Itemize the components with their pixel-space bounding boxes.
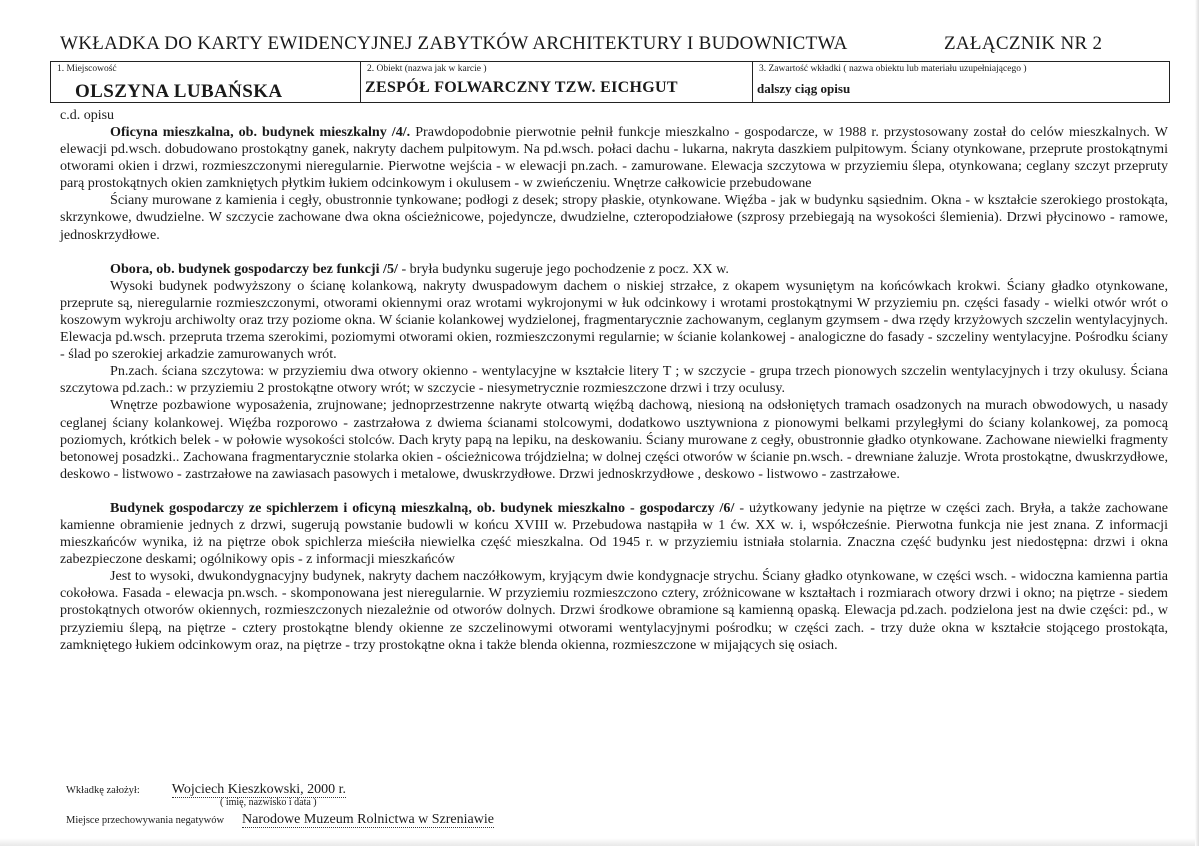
scan-bottom-edge: [0, 838, 1199, 846]
continuation-note: c.d. opisu: [60, 108, 115, 123]
description-paragraph: [60, 278, 1168, 363]
object-value: ZESPÓŁ FOLWARCZNY TZW. EICHGUT: [365, 79, 678, 96]
paragraph-text: Prawdopodobnie pierwotnie pełnił funkcje mieszkalno - gospodarcze, w 1988 r. przystosowany został do celów mieszkalnych. W elewacji pd.wsch. dobudowano prostokątny ganek, nakryty dachem pulpitowym. Na pd.wsch. połaci dachu - lukarna, nakryta daszkiem pulpitowym. Ściany otynkowane, przeprute prostokątnymi otworami okien i drzwi, rozmieszczonymi nieregularnie. Pierwotne wejścia - w elewacji pn.zach. - zamurowane. Elewacja szczytowa w przyziemiu ślepa, otynkowana; ceglany szczyt przepruty parą prostokątnych okien zamkniętych płytkim łukiem odcinkowym i okulusem - w zwieńczeniu. Wnętrze całkowicie przebudowane: [60, 124, 1168, 192]
author-value: Wojciech Kieszkowski, 2000 r.: [171, 782, 346, 797]
locality-cell: [51, 62, 361, 102]
locality-label: 1. Miejscowość: [57, 64, 117, 74]
description-paragraph: [60, 500, 1168, 568]
negatives-row: [66, 810, 494, 828]
description-paragraph: [60, 192, 1168, 243]
negatives-value: Narodowe Muzeum Rolnictwa w Szreniawie: [242, 812, 494, 827]
negatives-label: Miejsce przechowywania negatywów: [66, 815, 225, 826]
document-title: WKŁADKA DO KARTY EWIDENCYJNEJ ZABYTKÓW ARCHITEKTURY I BUDOWNICTWA: [60, 33, 848, 54]
paragraph-text: Pn.zach. ściana szczytowa: w przyziemiu dwa otwory okienno - wentylacyjne w kształcie litery T ; w szczycie - grupa trzech pionowych szczelin wentylacyjnych i trzy okulusy. Ściana szczytowa pd.zach.: w przyziemiu 2 prostokątne otwory wrót; w szczycie - niesymetrycznie rozmieszczone drzwi i trzy oculusy.: [60, 363, 1168, 397]
paragraph-text: - bryła budynku sugeruje jego pochodzenie z pocz. XX w.: [397, 260, 729, 277]
paragraph-heading: Obora, ob. budynek gospodarczy bez funkcji /5/: [110, 260, 398, 277]
annex-number: ZAŁĄCZNIK NR 2: [944, 33, 1103, 54]
object-label: 2. Obiekt (nazwa jak w karcie ): [367, 64, 487, 74]
description-paragraph: [60, 397, 1168, 482]
header-fields-table: [50, 61, 1170, 103]
author-hint: ( imię, nazwisko i data ): [220, 797, 317, 808]
locality-value: OLSZYNA LUBAŃSKA: [75, 81, 283, 102]
description-paragraph: [60, 261, 1168, 278]
paragraph-heading: Budynek gospodarczy ze spichlerzem i oficyną mieszkalną, ob. budynek mieszkalno - gospodarczy /6/: [110, 499, 735, 516]
description-body: [60, 124, 1168, 654]
paragraph-text: Ściany murowane z kamienia i cegły, obustronnie tynkowane; podłogi z desek; stropy płaskie, otynkowane. Więźba - jak w budynku sąsiednim. Okna - w kształcie szerokiego prostokąta, skrzynkowe, dwudzielne. W szczycie zachowane dwa okna ościeżnicowe, pojedyncze, dwudzielne, czteropodziałowe (szprosy przebiegają na wysokości ślemienia). Drzwi płycinowo - ramowe, jednoskrzydłowe.: [60, 192, 1168, 243]
description-paragraph: [60, 568, 1168, 653]
paragraph-text: Wysoki budynek podwyższony o ścianę kolankową, nakryty dwuspadowym dachem o niskiej strzałce, z okapem wysuniętym na końcówkach krokwi. Ściany gładko otynkowane, przeprute są, nieregularnie rozmieszczonymi, otworami okiennymi oraz wrotami wykrojonymi w łuk odcinkowy i wrotami prostokątnymi W przyziemiu pn. części fasady - wielki otwór wrót o koszowym wykroju archiwolty oraz trzy poziome okna. W ścianie kolankowej wydzielonej, fragmentarycznie zachowanym, ceglanym gzymsem - dwa rzędy krzyżowych szczelin wentylacyjnych. Elewacja pd.wsch. przepruta trzema szerokimi, poziomymi otworami okien, rozmieszczonymi regularnie; w ścianie kolankowej - analogiczne do fasady - szczeliny wentylacyjne. Pośrodku ściany - ślad po szerokiej arkadzie zamurowanych wrót.: [60, 277, 1168, 363]
description-paragraph: [60, 363, 1168, 397]
paragraph-heading: Oficyna mieszkalna, ob. budynek mieszkalny /4/.: [110, 124, 411, 140]
paragraph-text: Wnętrze pozbawione wyposażenia, zrujnowane; jednoprzestrzenne nakryte otwartą więźbą dachową, niesioną na odsłoniętych tramach osadzonych na murach obwodowych, u nasady ceglanej ściany kolankowej. Więźba rozporowo - zastrzałowa z dwiema ścianami stolcowymi, dodatkowo usztywniona z pionowymi belkami przyległymi do ściany kolankowej, za pomocą poziomych, krótkich belek - w połowie wysokości stolców. Dach kryty papą na lepiku, na deskowaniu. Ściany murowane z cegły, obustronnie gładko otynkowane. Zachowane niewielki fragmenty betonowej posadzki.. Zachowana fragmentarycznie stolarka okien - ościeżnicowa trójdzielna; w dolnej części otworów w ścianie pn.wsch. - drewniane żaluzje. Wrota prostokątne, dwuskrzydłowe, deskowo - listwowo - zastrzałowe na zawiasach pasowych i metalowe, dwuskrzydłowe. Drzwi jednoskrzydłowe , deskowo - listwowo - zastrzałowe.: [60, 397, 1168, 482]
description-paragraph: [60, 124, 1168, 192]
content-value: dalszy ciąg opisu: [757, 81, 851, 96]
scan-right-edge: [1195, 0, 1199, 846]
paragraph-text: - użytkowany jedynie na piętrze w części zach. Bryła, a także zachowane kamienne obramienie jednych z drzwi, sugerują powstanie budowli w końcu XVIII w. Przebudowa nastąpiła w 1 ćw. XX w. i, współcześnie. Pierwotna funkcja nie jest znana. Z informacji mieszkańców wynika, iż na piętrze obok spichlerza mieściła niewielka część mieszkalna. Od 1945 r. w przyziemiu istniała stolarnia. Znaczna część budynku jest niedostępna: drzwi i okna zabezpieczone deskami; ogólnikowy opis - z informacji mieszkańców: [60, 499, 1169, 568]
author-row: [66, 780, 346, 798]
author-label: Wkładkę założył:: [66, 785, 140, 796]
content-cell: [753, 62, 1169, 102]
content-label: 3. Zawartość wkładki ( nazwa obiektu lub materiału uzupełniającego ): [759, 64, 1027, 74]
object-cell: [361, 62, 753, 102]
paragraph-text: Jest to wysoki, dwukondygnacyjny budynek, nakryty dachem naczółkowym, kryjącym dwie kondygnacje strychu. Ściany gładko otynkowane, w części wsch. - widoczna kamienna partia cokołowa. Fasada - elewacja pn.wsch. - skomponowana jest nieregularnie. W przyziemiu rozmieszczono cztery, zróżnicowane w kształtach i rozmiarach otwory drzwi i okno; na piętrze - siedem prostokątnych otworów okiennych, rozmieszczonych niezależnie od otworów dolnych. Drzwi środkowe obramione są kamienną opaską. Elewacja pd.zach. podzielona jest na dwie części: pd., w przyziemiu ślepą, na piętrze - cztery prostokątne blendy okienne ze szczelinowymi otworami wentylacyjnymi pośrodku; w części zach. - trzy duże okna w kształcie stojącego prostokąta, zamkniętego łukiem odcinkowym oraz, na piętrze - trzy prostokątne okna i także blenda okienna, rozmieszczone w mijających się osiach.: [60, 568, 1168, 653]
